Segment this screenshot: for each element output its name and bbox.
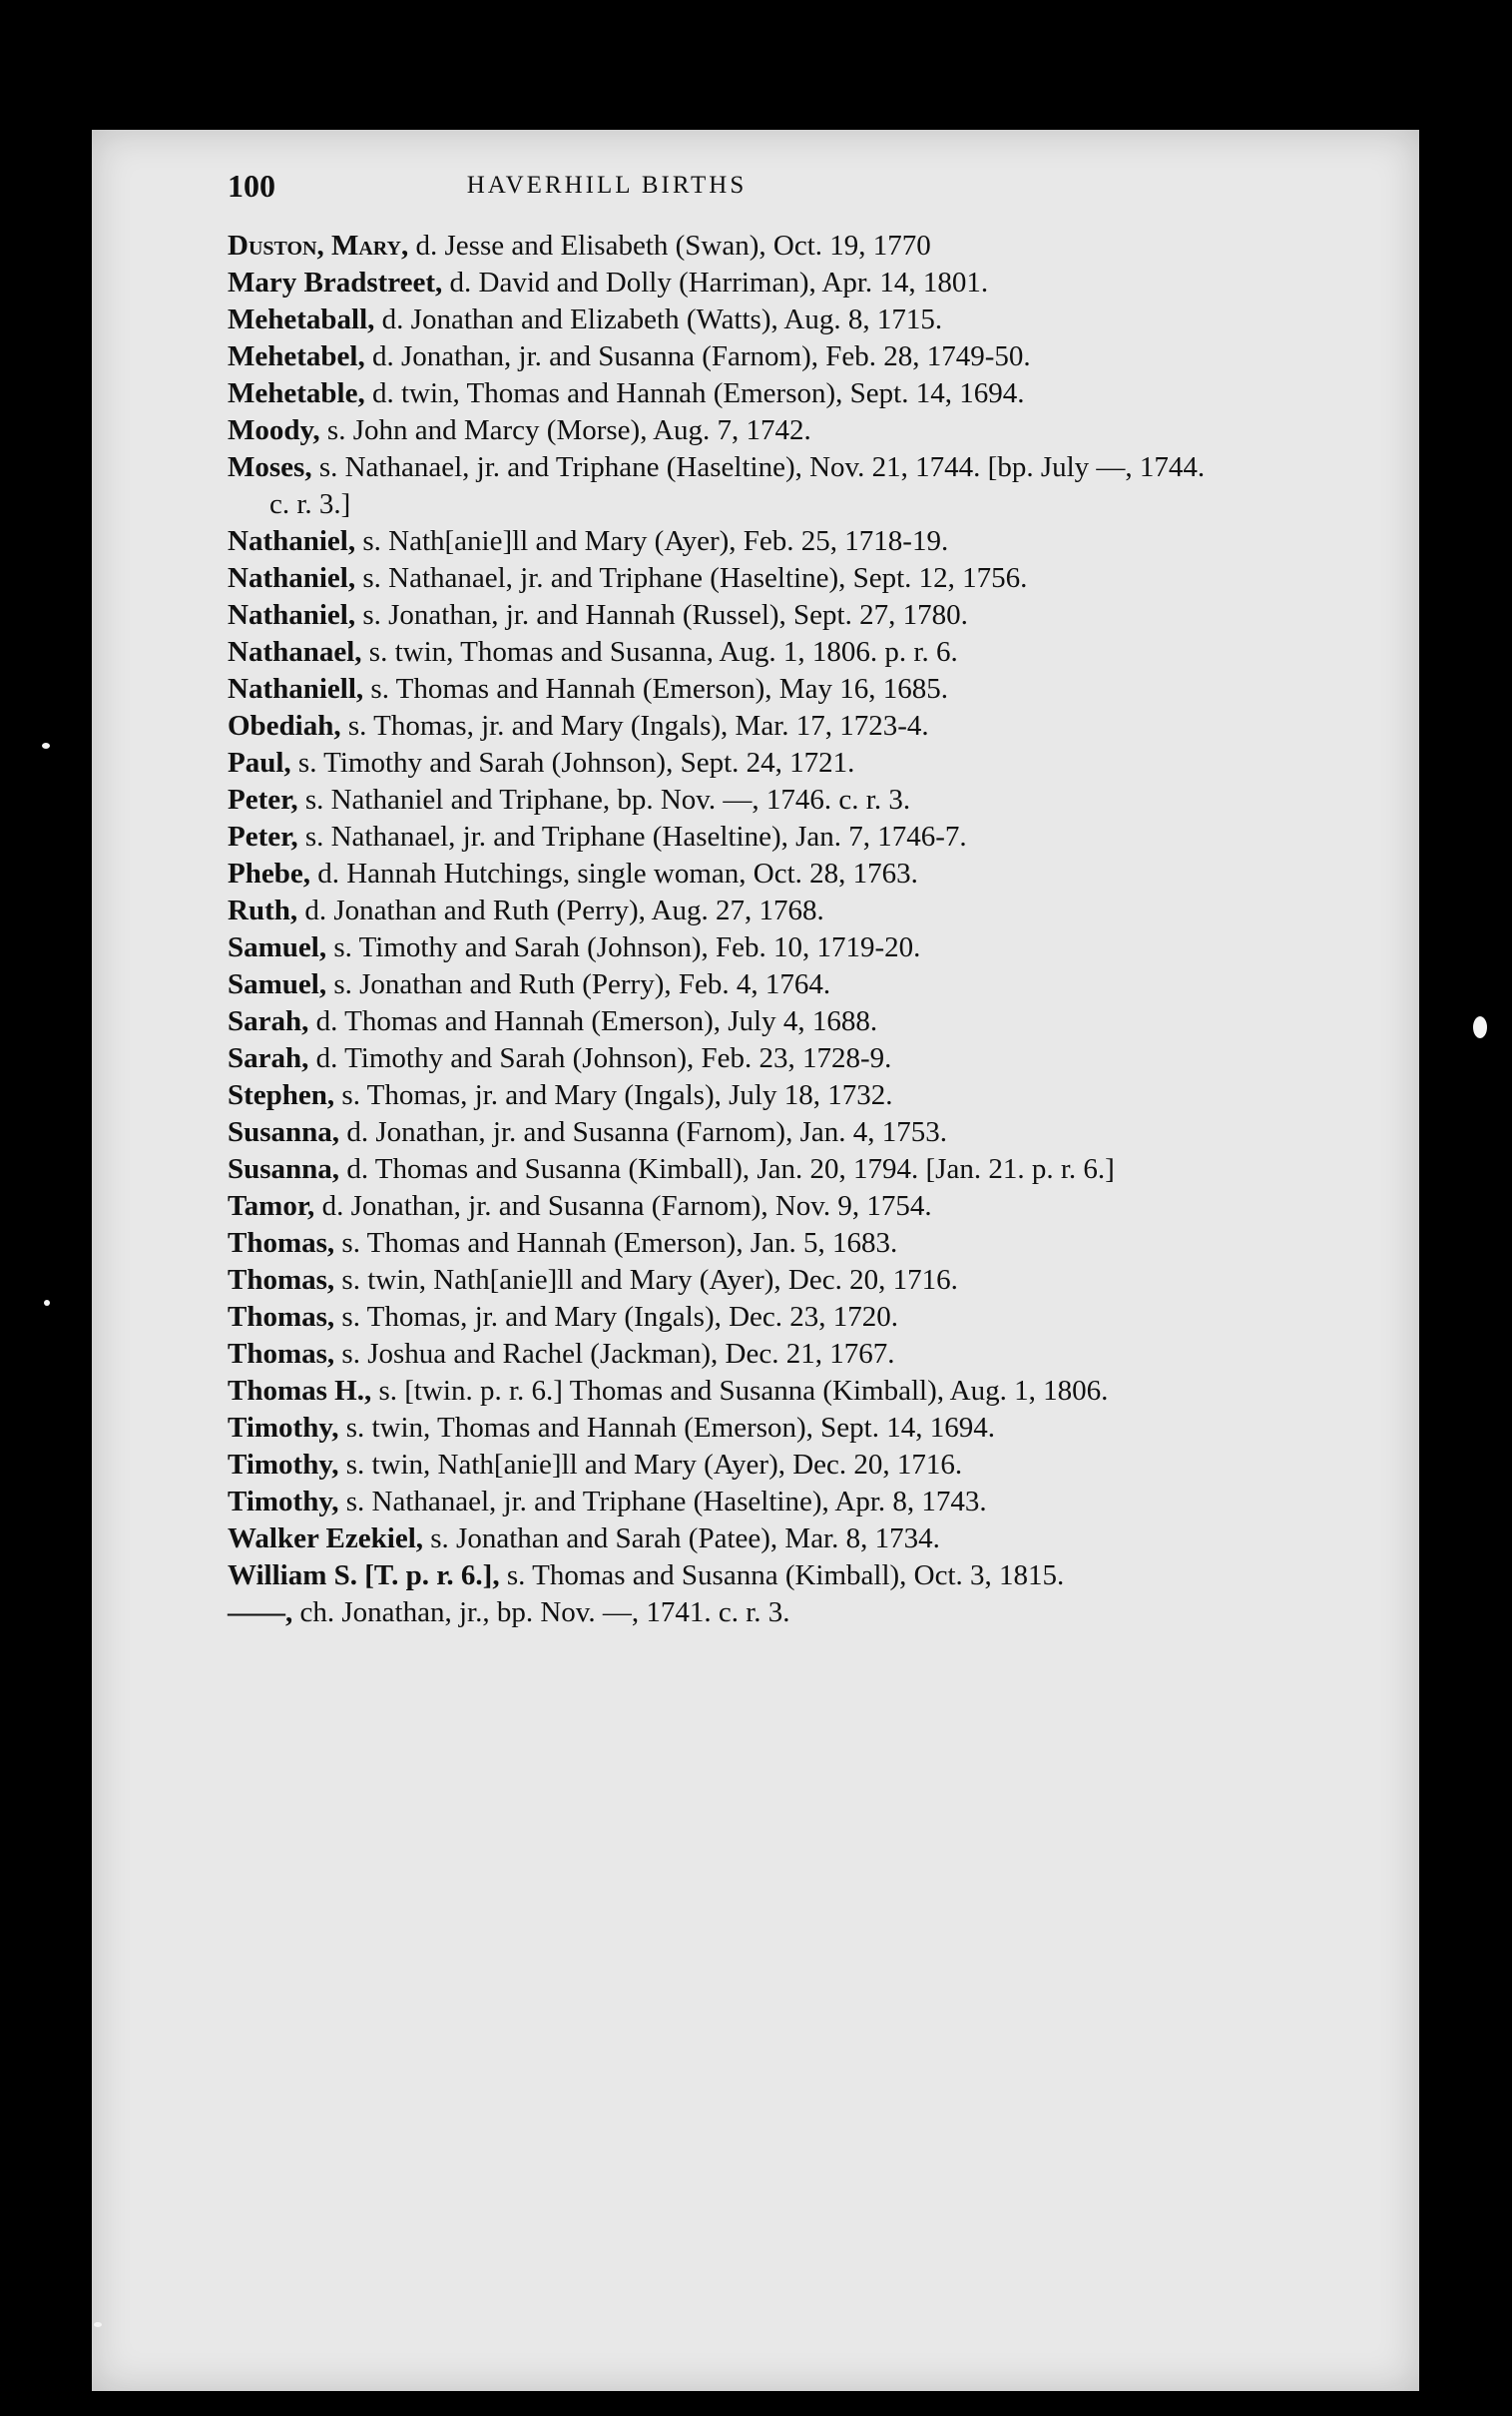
entry-name: Mehetable, (228, 377, 365, 409)
entry-details: s. Jonathan and Sarah (Patee), Mar. 8, 1734. (423, 1522, 940, 1554)
paper-speck (44, 1300, 50, 1306)
birth-record-entry (228, 708, 1206, 745)
entry-name: Nathanael, (228, 636, 362, 668)
entry-name: Susanna, (228, 1116, 340, 1148)
entry-name: Obediah, (228, 710, 341, 742)
birth-record-entry (228, 1557, 1206, 1594)
birth-record-entry (228, 560, 1206, 597)
entry-name: Tamor, (228, 1190, 315, 1222)
birth-record-entry (228, 412, 1206, 449)
entry-name: ——, (228, 1596, 293, 1628)
entry-details: s. Nath[anie]ll and Mary (Ayer), Feb. 25, 1718-19. (355, 525, 949, 557)
running-title: HAVERHILL BIRTHS (466, 172, 748, 199)
birth-record-entry (228, 745, 1206, 782)
entry-name: Moody, (228, 414, 320, 446)
birth-record-entry (228, 338, 1206, 375)
entry-details: s. John and Marcy (Morse), Aug. 7, 1742. (319, 414, 811, 446)
entry-details: d. Hannah Hutchings, single woman, Oct. 28, 1763. (309, 858, 918, 890)
paper-speck (94, 2322, 102, 2327)
birth-record-entry (228, 1594, 1206, 1631)
birth-record-entry (228, 1040, 1206, 1077)
entry-details: s. Thomas, jr. and Mary (Ingals), Dec. 23, 1720. (334, 1301, 899, 1333)
entry-details: s. Timothy and Sarah (Johnson), Sept. 24, 1721. (290, 747, 855, 779)
birth-record-list (228, 228, 1206, 1631)
entry-details: s. Nathanael, jr. and Triphane (Haseltine), Jan. 7, 1746-7. (297, 821, 967, 853)
entry-name: Moses, (228, 451, 312, 483)
birth-record-entry (228, 856, 1206, 893)
birth-record-entry (228, 893, 1206, 929)
entry-details: s. Nathaniel and Triphane, bp. Nov. —, 1746. c. r. 3. (297, 784, 911, 816)
entry-name: Nathaniel, (228, 562, 356, 594)
entry-name: Nathaniell, (228, 673, 364, 705)
entry-details: d. Thomas and Hannah (Emerson), July 4, 1688. (308, 1005, 878, 1037)
birth-record-entry (228, 1484, 1206, 1520)
entry-name: Thomas H., (228, 1375, 372, 1407)
entry-name: Mary Bradstreet, (228, 267, 443, 299)
entry-details: s. [twin. p. r. 6.] Thomas and Susanna (Kimball), Aug. 1, 1806. (371, 1375, 1109, 1407)
entry-details: d. Jonathan and Elizabeth (Watts), Aug. 8, 1715. (374, 303, 943, 335)
birth-record-entry (228, 929, 1206, 966)
entry-name: Walker Ezekiel, (228, 1522, 424, 1554)
entry-details: s. Jonathan, jr. and Hannah (Russel), Sept. 27, 1780. (355, 599, 968, 631)
birth-record-entry (228, 228, 1206, 265)
page-header (228, 168, 986, 208)
entry-name: Thomas, (228, 1301, 335, 1333)
birth-record-entry (228, 523, 1206, 560)
entry-name: Thomas, (228, 1338, 335, 1370)
birth-record-entry (228, 302, 1206, 338)
entry-name: Thomas, (228, 1227, 335, 1259)
birth-record-entry (228, 449, 1206, 523)
birth-record-entry (228, 265, 1206, 302)
entry-name: Susanna, (228, 1153, 340, 1185)
entry-details: s. Thomas and Susanna (Kimball), Oct. 3, 1815. (499, 1559, 1065, 1591)
entry-details: d. David and Dolly (Harriman), Apr. 14, 1801. (442, 267, 989, 299)
entry-details: d. Thomas and Susanna (Kimball), Jan. 20, 1794. [Jan. 21. p. r. 6.] (339, 1153, 1115, 1185)
birth-record-entry (228, 1003, 1206, 1040)
entry-details: s. Thomas, jr. and Mary (Ingals), July 18, 1732. (334, 1079, 893, 1111)
entry-name: Stephen, (228, 1079, 335, 1111)
birth-record-entry (228, 782, 1206, 819)
entry-details: s. Timothy and Sarah (Johnson), Feb. 10, 1719-20. (326, 931, 921, 963)
birth-record-entry (228, 597, 1206, 634)
entry-details: s. Nathanael, jr. and Triphane (Haseltine), Sept. 12, 1756. (355, 562, 1028, 594)
birth-record-entry (228, 1447, 1206, 1484)
entry-name: Mehetabel, (228, 340, 365, 372)
entry-details: d. twin, Thomas and Hannah (Emerson), Sept. 14, 1694. (364, 377, 1025, 409)
birth-record-entry (228, 1336, 1206, 1373)
entry-details: d. Timothy and Sarah (Johnson), Feb. 23, 1728-9. (308, 1042, 892, 1074)
entry-name: Nathaniel, (228, 525, 356, 557)
entry-name: Phebe, (228, 858, 310, 890)
birth-record-entry (228, 1114, 1206, 1151)
birth-record-entry (228, 1077, 1206, 1114)
entry-name: Ruth, (228, 895, 298, 926)
birth-record-entry (228, 634, 1206, 671)
entry-details: s. Thomas and Hannah (Emerson), Jan. 5, 1683. (334, 1227, 898, 1259)
paper-speck (42, 743, 50, 749)
entry-details: s. Jonathan and Ruth (Perry), Feb. 4, 1764. (326, 968, 831, 1000)
birth-record-entry (228, 1410, 1206, 1447)
entry-name: Nathaniel, (228, 599, 356, 631)
entry-details: d. Jonathan, jr. and Susanna (Farnom), Nov. 9, 1754. (314, 1190, 932, 1222)
birth-record-entry (228, 1373, 1206, 1410)
entry-name: Paul, (228, 747, 291, 779)
entry-name: Timothy, (228, 1412, 339, 1444)
entry-name: Samuel, (228, 968, 327, 1000)
birth-record-entry (228, 1262, 1206, 1299)
entry-name: Thomas, (228, 1264, 335, 1296)
birth-record-entry (228, 1299, 1206, 1336)
birth-record-entry (228, 1188, 1206, 1225)
entry-name: Timothy, (228, 1449, 339, 1481)
entry-details: s. Thomas, jr. and Mary (Ingals), Mar. 17, 1723-4. (340, 710, 929, 742)
entry-details: s. Joshua and Rachel (Jackman), Dec. 21, 1767. (334, 1338, 895, 1370)
entry-name: Peter, (228, 821, 298, 853)
entry-details: d. Jonathan, jr. and Susanna (Farnom), Jan. 4, 1753. (339, 1116, 947, 1148)
page-number: 100 (228, 168, 275, 204)
entry-details: s. twin, Nath[anie]ll and Mary (Ayer), Dec. 20, 1716. (338, 1449, 963, 1481)
birth-record-entry (228, 375, 1206, 412)
birth-record-entry (228, 966, 1206, 1003)
entry-name: Sarah, (228, 1005, 309, 1037)
entry-name: Peter, (228, 784, 298, 816)
entry-details: s. twin, Thomas and Hannah (Emerson), Sept. 14, 1694. (338, 1412, 995, 1444)
entry-details: s. Nathanael, jr. and Triphane (Haseltine), Apr. 8, 1743. (338, 1486, 987, 1517)
entry-name: Samuel, (228, 931, 327, 963)
entry-name: Timothy, (228, 1486, 339, 1517)
birth-record-entry (228, 1225, 1206, 1262)
birth-record-entry (228, 1520, 1206, 1557)
entry-details: d. Jesse and Elisabeth (Swan), Oct. 19, 1770 (408, 230, 931, 262)
entry-details: ch. Jonathan, jr., bp. Nov. —, 1741. c. r. 3. (292, 1596, 790, 1628)
entry-details: s. Thomas and Hannah (Emerson), May 16, 1685. (363, 673, 948, 705)
entry-details: s. Nathanael, jr. and Triphane (Haseltine), Nov. 21, 1744. [bp. July —, 1744. c. r. 3.] (269, 451, 1206, 520)
entry-details: s. twin, Nath[anie]ll and Mary (Ayer), Dec. 20, 1716. (334, 1264, 958, 1296)
entry-name: Mehetaball, (228, 303, 375, 335)
paper-speck (1473, 1016, 1487, 1038)
entry-details: s. twin, Thomas and Susanna, Aug. 1, 1806. p. r. 6. (361, 636, 958, 668)
entry-name: Sarah, (228, 1042, 309, 1074)
entry-details: d. Jonathan, jr. and Susanna (Farnom), Feb. 28, 1749-50. (364, 340, 1031, 372)
entry-name: William S. [T. p. r. 6.], (228, 1559, 500, 1591)
birth-record-entry (228, 671, 1206, 708)
birth-record-entry (228, 819, 1206, 856)
entry-name: Duston, Mary, (228, 230, 409, 262)
birth-record-entry (228, 1151, 1206, 1188)
entry-details: d. Jonathan and Ruth (Perry), Aug. 27, 1768. (297, 895, 824, 926)
